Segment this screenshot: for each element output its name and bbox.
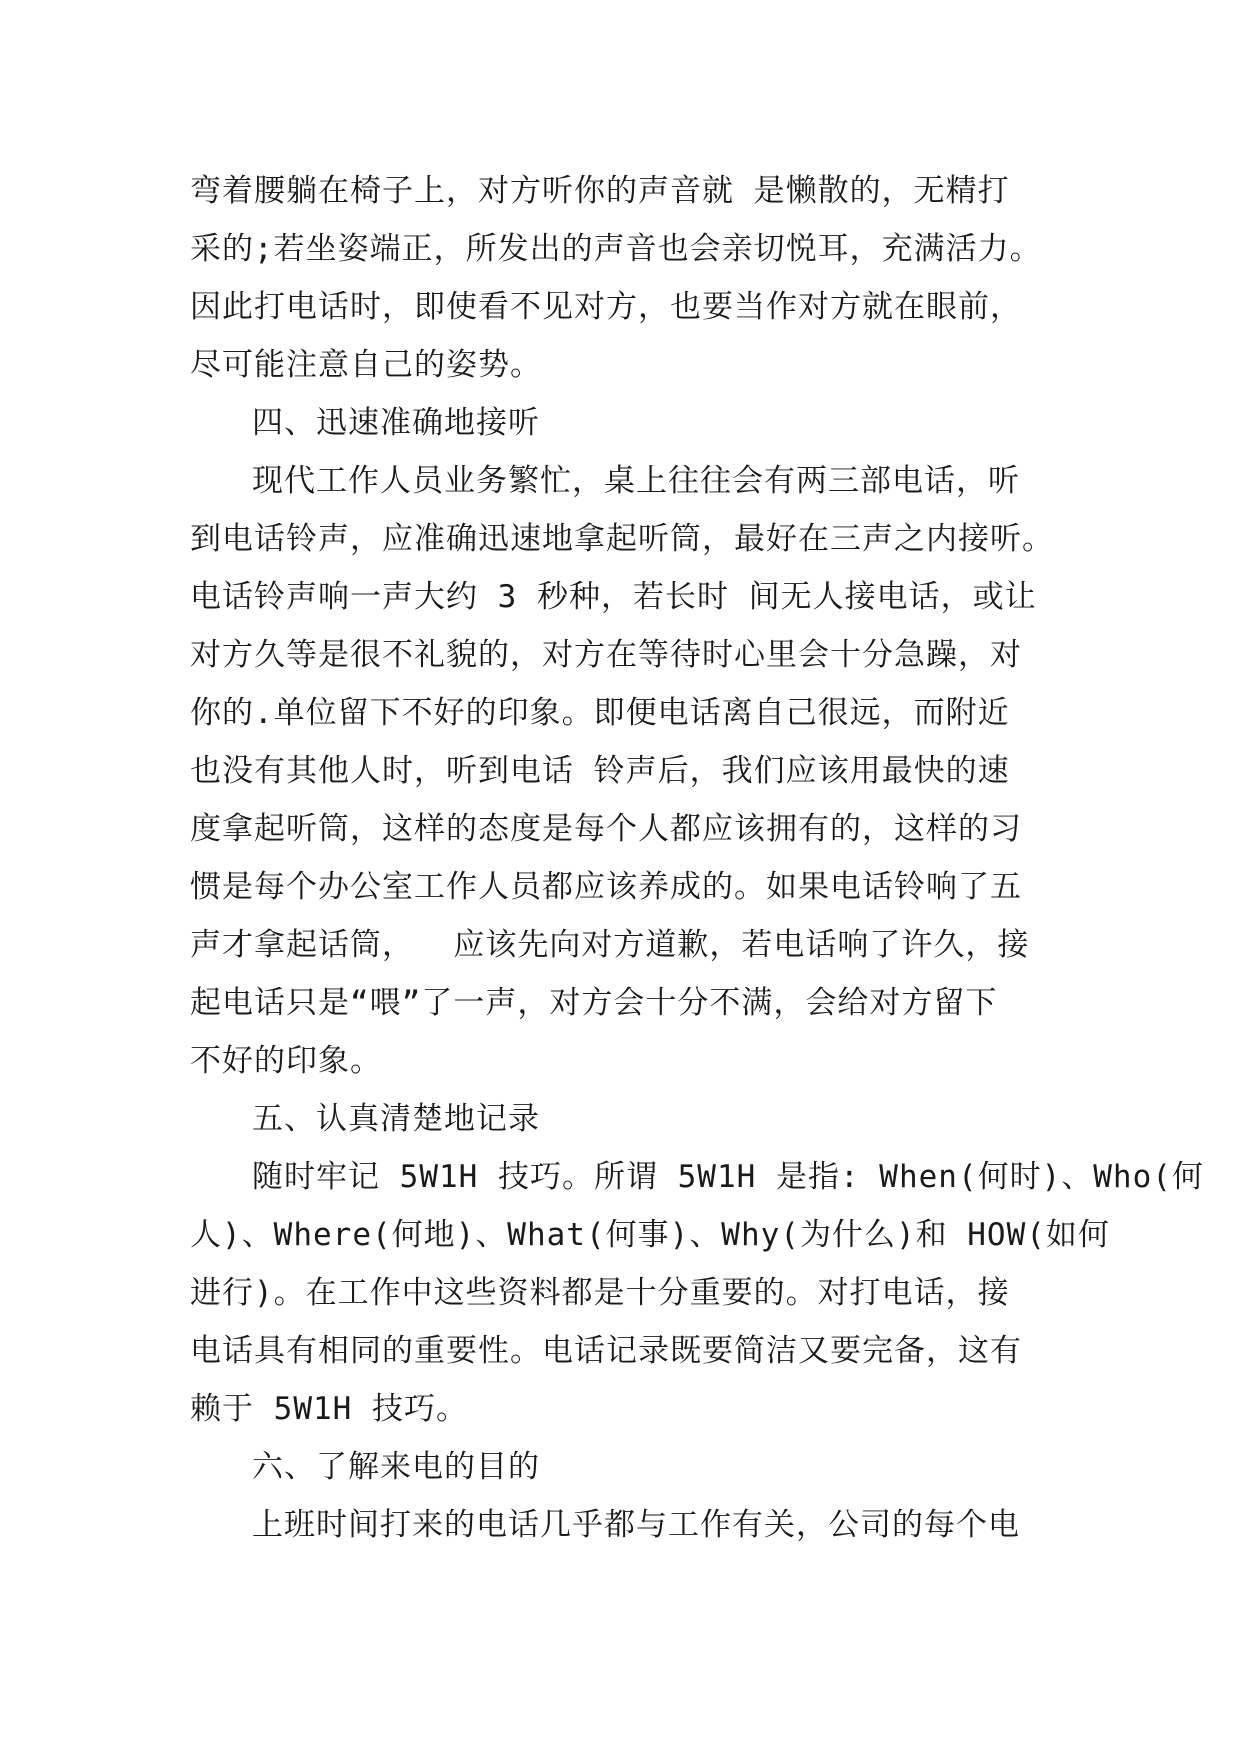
paragraph-line: 度拿起听筒，这样的态度是每个人都应该拥有的，这样的习 — [190, 811, 1022, 847]
paragraph-line: 电话具有相同的重要性。电话记录既要简洁又要完备，这有 — [190, 1333, 1022, 1369]
paragraph-line: 也没有其他人时，听到电话 铃声后，我们应该用最快的速 — [190, 753, 1010, 789]
paragraph-line: 起电话只是“喂”了一声，对方会十分不满，会给对方留下 — [190, 985, 998, 1021]
paragraph-line-indented: 六、了解来电的目的 — [252, 1449, 540, 1485]
document-body — [190, 162, 1204, 1554]
paragraph-line: 赖于 5W1H 技巧。 — [190, 1391, 468, 1427]
paragraph-line: 不好的印象。 — [190, 1043, 382, 1079]
paragraph-line: 对方久等是很不礼貌的，对方在等待时心里会十分急躁，对 — [190, 637, 1022, 673]
paragraph-line-indented: 现代工作人员业务繁忙，桌上往往会有两三部电话，听 — [252, 463, 1020, 499]
paragraph-line: 到电话铃声，应准确迅速地拿起听筒，最好在三声之内接听。 — [190, 521, 1054, 557]
paragraph-line: 声才拿起话筒， 应该先向对方道歉，若电话响了许久，接 — [190, 927, 1030, 963]
paragraph-line: 因此打电话时，即使看不见对方，也要当作对方就在眼前， — [190, 289, 1022, 325]
paragraph-line: 惯是每个办公室工作人员都应该养成的。如果电话铃响了五 — [190, 869, 1022, 905]
paragraph-line-indented: 随时牢记 5W1H 技巧。所谓 5W1H 是指: When(何时)、Who(何 — [252, 1159, 1204, 1195]
paragraph-line: 进行)。在工作中这些资料都是十分重要的。对打电话，接 — [190, 1275, 1010, 1311]
paragraph-line-indented: 上班时间打来的电话几乎都与工作有关，公司的每个电 — [252, 1507, 1020, 1543]
paragraph-line: 采的;若坐姿端正，所发出的声音也会亲切悦耳，充满活力。 — [190, 231, 1042, 267]
paragraph-line: 电话铃声响一声大约 3 秒种，若长时 间无人接电话，或让 — [190, 579, 1037, 615]
paragraph-line-indented: 四、迅速准确地接听 — [252, 405, 540, 441]
paragraph-line: 你的.单位留下不好的印象。即便电话离自己很远，而附近 — [190, 695, 1010, 731]
paragraph-line-indented: 五、认真清楚地记录 — [252, 1101, 540, 1137]
paragraph-line: 弯着腰躺在椅子上，对方听你的声音就 是懒散的，无精打 — [190, 173, 1010, 209]
paragraph-line: 尽可能注意自己的姿势。 — [190, 347, 542, 383]
paragraph-line: 人)、Where(何地)、What(何事)、Why(为什么)和 HOW(如何 — [190, 1217, 1110, 1253]
